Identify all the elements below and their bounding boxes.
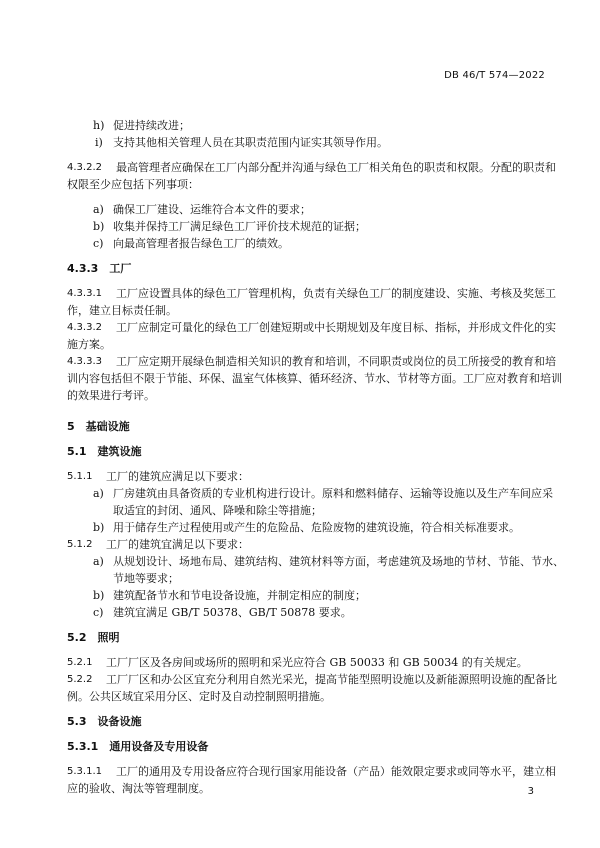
clause-number: 5.1.1 [67,471,93,482]
list-item: 促进持续改进； [113,119,190,132]
list-label: a) [93,203,104,216]
list-label: i) [95,136,103,149]
list-item: 用于储存生产过程使用或产生的危险品、危险废物的建筑设施，符合相关标准要求。 [113,521,520,534]
list-label: a) [93,555,104,568]
list-label: b) [93,521,105,534]
list-item: 建筑配备节水和节电设备设施，并制定相应的制度； [113,589,366,602]
list-item: 厂房建筑由具备资质的专业机构进行设计。原料和燃料储存、运输等设施以及生产车间应采 [113,487,553,500]
clause-number: 4.3.3.3 [67,356,102,367]
section-heading: 5.1 建筑设施 [67,445,142,458]
clause-number: 4.3.3.2 [67,322,102,333]
paragraph-line: 工厂的建筑应满足以下要求： [106,470,249,483]
chapter-heading: 5 基础设施 [67,420,130,433]
list-label: b) [93,589,105,602]
clause-number: 5.2.2 [67,674,93,685]
section-heading: 5.2 照明 [67,631,120,644]
paragraph-line: 施方案。 [67,338,111,351]
list-item: 收集并保持工厂满足绿色工厂评价技术规范的证据； [113,220,366,233]
paragraph-line: 训内容包括但不限于节能、环保、温室气体核算、循环经济、节水、节材等方面。工厂应对教育和培训 [67,372,562,385]
paragraph-line: 最高管理者应确保在工厂内部分配并沟通与绿色工厂相关角色的职责和权限。分配的职责和 [116,161,556,174]
list-item: 向最高管理者报告绿色工厂的绩效。 [113,237,289,250]
clause-number: 5.3.1.1 [67,766,102,777]
page-number: 3 [527,786,534,797]
list-item: 从规划设计、场地布局、建筑结构、建筑材料等方面，考虑建筑及场地的节材、节能、节水、 [113,555,564,568]
document-number: DB 46/T 574—2022 [444,70,545,81]
clause-number: 5.1.2 [67,539,93,550]
paragraph-line: 应的验收、淘汰等管理制度。 [67,782,210,795]
clause-number: 4.3.3.1 [67,288,102,299]
paragraph-line: 工厂的通用及专用设备应符合现行国家用能设备（产品）能效限定要求或同等水平，建立相 [116,765,556,778]
paragraph-line: 工厂应制定可量化的绿色工厂创建短期或中长期规划及年度目标、指标，并形成文件化的实 [116,321,556,334]
list-label: h) [93,119,105,132]
list-item: 确保工厂建设、运维符合本文件的要求； [113,203,311,216]
list-label: c) [93,237,104,250]
list-item: 建筑宜满足 GB/T 50378、GB/T 50878 要求。 [113,606,352,619]
paragraph-line: 权限至少应包括下列事项： [67,178,199,191]
paragraph-line: 工厂的建筑宜满足以下要求： [106,538,249,551]
paragraph-line: 的效果进行考评。 [67,389,155,402]
paragraph-line: 工厂厂区和办公区宜充分利用自然光采光，提高节能型照明设施以及新能源照明设施的配备比 [106,673,557,686]
paragraph-line: 工厂厂区及各房间或场所的照明和采光应符合 GB 50033 和 GB 50034 的有关规定。 [106,656,528,669]
section-heading: 5.3 设备设施 [67,715,142,728]
paragraph-line: 工厂应设置具体的绿色工厂管理机构，负责有关绿色工厂的制度建设、实施、考核及奖惩工 [116,287,556,300]
list-item: 支持其他相关管理人员在其职责范围内证实其领导作用。 [113,136,388,149]
list-label: a) [93,487,104,500]
paragraph-line: 例。公共区域宜采用分区、定时及自动控制照明措施。 [67,690,331,703]
paragraph-line: 作，建立目标责任制。 [67,304,177,317]
paragraph-line: 工厂应定期开展绿色制造相关知识的教育和培训，不同职责或岗位的员工所接受的教育和培 [116,355,556,368]
list-item: 取适宜的封闭、通风、降噪和除尘等措施； [113,504,322,517]
list-label: b) [93,220,105,233]
list-label: c) [93,606,104,619]
clause-number: 4.3.2.2 [67,162,102,173]
list-item: 节地等要求； [113,572,179,585]
subsection-heading: 5.3.1 通用设备及专用设备 [67,740,209,753]
section-heading: 4.3.3 工厂 [67,262,132,275]
clause-number: 5.2.1 [67,657,93,668]
